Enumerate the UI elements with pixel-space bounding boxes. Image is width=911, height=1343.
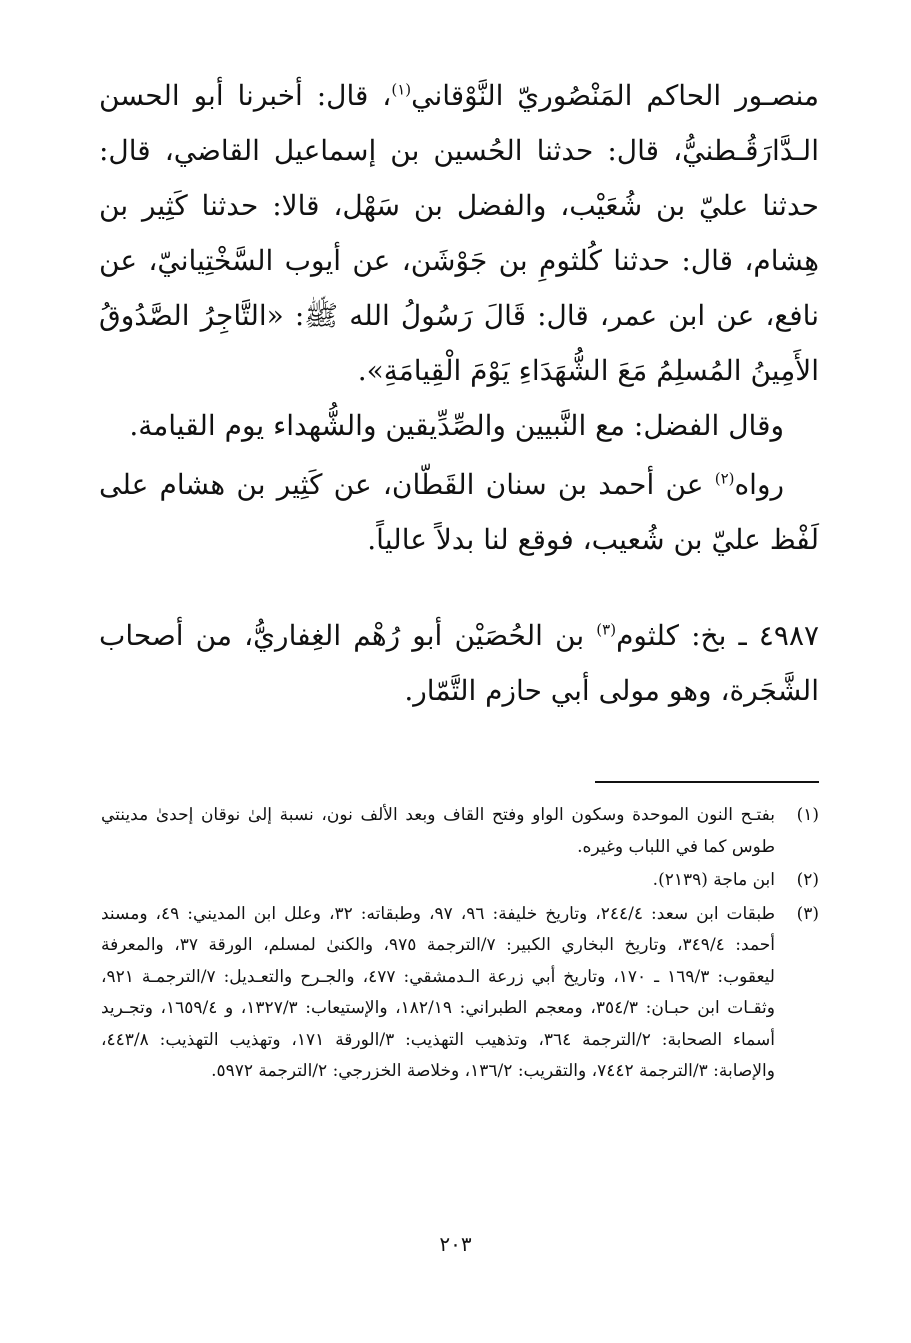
- footnote-number: (٣): [796, 903, 819, 924]
- footnote-item: [101, 865, 819, 897]
- footnote-text: بفتـح النون الموحدة وسكون الواو وفتح القاف وبعد الألف نون، نسبة إلىٰ نوقان إحدىٰ مدينتي طوس كما في اللباب وغيره.: [101, 805, 775, 857]
- footnote-item: [101, 899, 819, 1088]
- paragraph-text: بن الحُصَيْن أبو رُهْم الغِفاريُّ، من أصحاب الشَّجَرة، وهو مولى أبي حازم التَّمّار.: [99, 619, 819, 707]
- footnote-text: طبقات ابن سعد: ٢٤٤/٤، وتاريخ خليفة: ٩٦، ٩٧، وطبقاته: ٣٢، وعلل ابن المديني: ٤٩، ومسند أحمد: ٣٤٩/٤، وتاريخ البخاري الكبير: ٧/الترجمة ٩٧٥، والكنىٰ لمسلم، الورقة ٣٧، والمعرفة ليعقوب: ١٦٩/٣ ـ ١٧٠، وتاريخ أبي زرعة الـدمشقي: ٤٧٧، والجـرح والتعـديل: ٧/الترجمـة ٩٢١، وثقـات ابن حبـان: ٣٥٤/٣، ومعجم الطبراني: ١٨٢/١٩، والإستيعاب: ١٣٢٧/٣، و ١٦٥٩/٤، وتجـريد أسماء الصحابة: ٢/الترجمة ٣٦٤، وتذهيب التهذيب: ٣/الورقة ١٧١، وتهذيب التهذيب: ٤٤٣/٨، والإصابة: ٣/الترجمة ٧٤٤٢، والتقريب: ١٣٦/٢، وخلاصة الخزرجي: ٢/الترجمة ٥٩٧٢.: [101, 903, 776, 1081]
- hadith-paragraph: [99, 68, 819, 398]
- entry-heading: ٤٩٨٧ ـ بخ: كلثوم: [616, 619, 820, 652]
- footnote-number: (١): [796, 805, 819, 825]
- paragraph-text: ، قال: أخبرنا أبو الحسن الـدَّارَقُـطنيُّ، قال: حدثنا الحُسين بن إسماعيل القاضي، قال: حدثنا عليّ بن شُعَيْب، والفضل بن سَهْل، قالا: حدثنا كَثِير بن هِشام، قال: حدثنا كُلثومِ بن جَوْشَن، عن أيوب السَّخْتِيانيّ، عن نافع، عن ابن عمر، قال: قَالَ رَسُولُ الله ﷺ: «التَّاجِرُ الصَّدُوقُ الأَمِينُ المُسلِمُ مَعَ الشُّهَدَاءِ يَوْمَ الْقِيامَةِ».: [99, 79, 819, 387]
- footnote-text: ابن ماجة (٢١٣٩).: [652, 870, 775, 890]
- footnote-item: [101, 800, 819, 863]
- narration-paragraph: [99, 457, 819, 567]
- footnote-ref-2[interactable]: (٢): [714, 469, 735, 488]
- footnote-ref-3[interactable]: (٣): [596, 620, 617, 639]
- footnote-ref-1[interactable]: (١): [391, 80, 412, 99]
- paragraph-text: عن أحمد بن سنان القَطّان، عن كَثِير بن هشام على لَفْظ عليّ بن شُعيب، فوقع لنا بدلاً عالياً.: [99, 468, 819, 556]
- paragraph-text: وقال الفضل: مع النَّبيين والصِّدِّيقين والشُّهداء يوم القيامة.: [129, 409, 784, 442]
- paragraph-text: رواه: [734, 468, 784, 501]
- paragraph-text: منصـور الحاكم المَنْصُوريّ النَّوْقاني: [411, 79, 820, 112]
- footnote-divider: [595, 781, 819, 783]
- footnote-number: (٢): [796, 870, 819, 890]
- footnotes-section: [101, 800, 819, 1090]
- biography-entry: [99, 608, 819, 718]
- page-number: ٢٠٣: [439, 1232, 472, 1256]
- note-paragraph: [99, 398, 819, 453]
